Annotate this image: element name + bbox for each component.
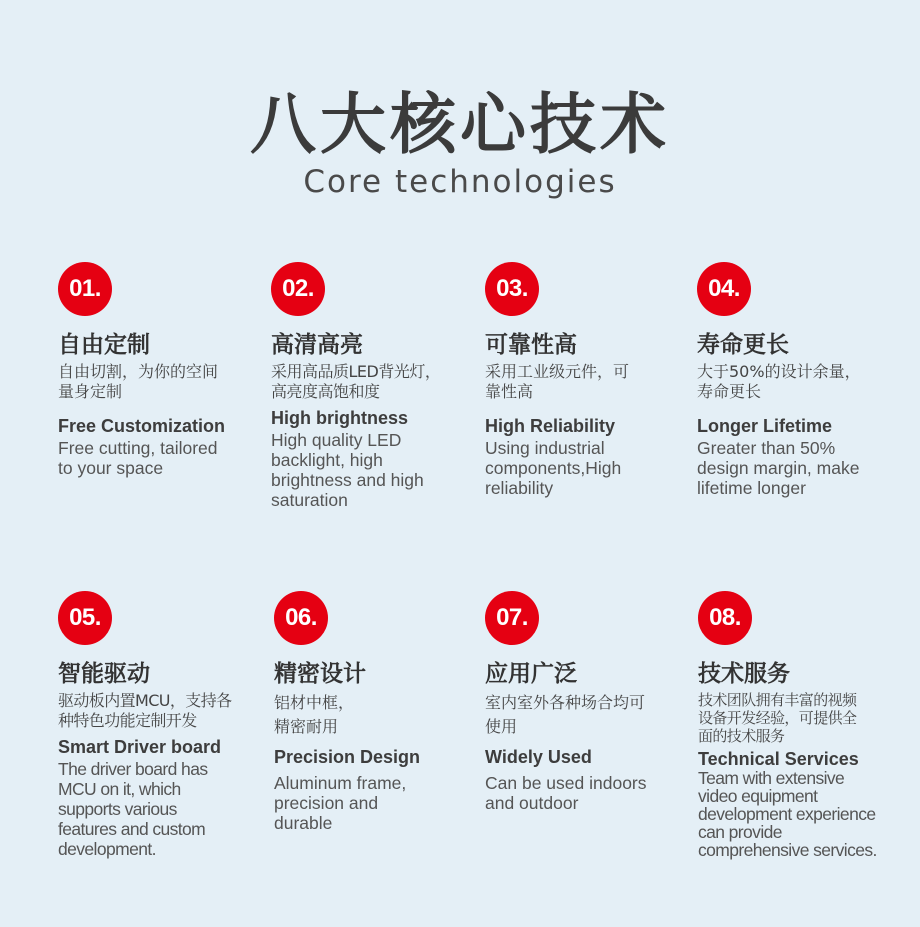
number-badge: 05. — [58, 591, 112, 645]
feature-title-cn: 寿命更长 — [697, 332, 789, 358]
feature-title-en: Longer Lifetime — [697, 416, 833, 436]
feature-desc-en: High quality LED backlight, high brightness and high saturation — [271, 430, 424, 510]
feature-card-02 — [271, 262, 466, 510]
feature-desc-cn: 技术团队拥有丰富的视频设备开发经验，可提供全面的技术服务 — [698, 691, 857, 745]
feature-desc-cn: 驱动板内置MCU，支持各种特色功能定制开发 — [58, 691, 232, 730]
feature-card-04 — [697, 262, 892, 498]
feature-card-06 — [274, 591, 469, 833]
feature-desc-cn: 室内室外各种场合均可使用 — [485, 693, 646, 736]
feature-card-03 — [485, 262, 680, 498]
feature-title-cn: 自由定制 — [58, 332, 150, 358]
feature-desc-cn: 大于50%的设计余量，寿命更长 — [697, 362, 861, 401]
feature-desc-en: Free cutting, tailored to your space — [58, 438, 218, 478]
feature-card-07 — [485, 591, 680, 813]
feature-desc-en: Team with extensive video equipment development experience can provide comprehensive services. — [698, 768, 877, 860]
feature-card-05 — [58, 591, 253, 859]
feature-title-en: Free Customization — [58, 416, 226, 436]
number-badge: 07. — [485, 591, 539, 645]
feature-card-01 — [58, 262, 253, 478]
feature-title-cn: 应用广泛 — [485, 661, 577, 687]
feature-title-en: Smart Driver board — [58, 737, 222, 757]
feature-title-cn: 高清高亮 — [271, 332, 363, 358]
feature-title-en: Technical Services — [698, 749, 859, 769]
feature-desc-en: Using industrial components,High reliability — [485, 438, 622, 498]
number-badge: 01. — [58, 262, 112, 316]
feature-title-cn: 可靠性高 — [485, 332, 577, 358]
feature-title-en: High brightness — [271, 408, 409, 428]
feature-title-en: Precision Design — [274, 747, 421, 767]
feature-title-en: High Reliability — [485, 416, 616, 436]
feature-desc-cn: 铝材中框，精密耐用 — [274, 693, 355, 736]
number-badge: 06. — [274, 591, 328, 645]
feature-desc-en: The driver board has MCU on it, which supports various features and custom development. — [58, 759, 208, 859]
page-title: 八大核心技术 — [250, 86, 670, 163]
feature-title-cn: 智能驱动 — [58, 661, 150, 687]
feature-title-cn: 精密设计 — [274, 661, 366, 687]
number-badge: 08. — [698, 591, 752, 645]
feature-desc-cn: 采用高品质LED背光灯，高亮度高饱和度 — [271, 362, 441, 401]
feature-desc-cn: 采用工业级元件，可靠性高 — [485, 362, 630, 401]
feature-card-08 — [698, 591, 893, 859]
number-badge: 02. — [271, 262, 325, 316]
feature-desc-en: Aluminum frame, precision and durable — [274, 773, 407, 833]
feature-desc-en: Can be used indoors and outdoor — [485, 773, 647, 813]
feature-title-cn: 技术服务 — [698, 661, 790, 687]
feature-title-en: Widely Used — [485, 747, 592, 767]
feature-desc-en: Greater than 50% design margin, make lifetime longer — [697, 438, 860, 498]
feature-desc-cn: 自由切割，为你的空间量身定制 — [58, 362, 219, 401]
page-subtitle: Core technologies — [303, 164, 617, 200]
number-badge: 04. — [697, 262, 751, 316]
number-badge: 03. — [485, 262, 539, 316]
